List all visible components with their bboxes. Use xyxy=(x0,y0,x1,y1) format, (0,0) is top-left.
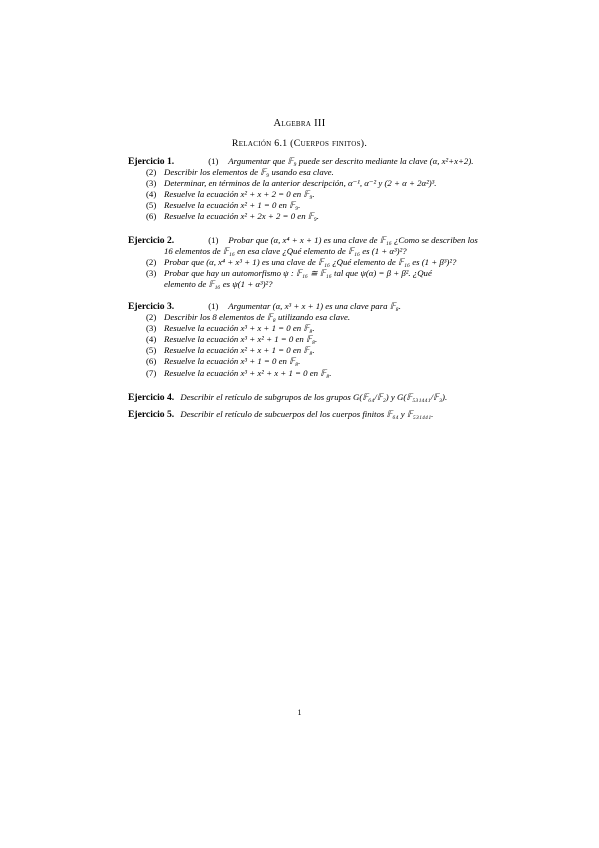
item-number: (1) xyxy=(208,235,219,245)
item-number: (2) xyxy=(146,257,157,268)
item-number: (4) xyxy=(146,334,157,345)
exercise-1-item-6 xyxy=(128,211,533,222)
item-text: Probar que hay un automorfismo ψ : 𝔽₁₆ ≅ 𝔽₁₆ tal que ψ(α) = β + β². ¿Qué xyxy=(164,268,432,279)
item-number: (3) xyxy=(146,323,157,334)
exercise-3-item-3 xyxy=(128,323,533,334)
exercise-label: Ejercicio 3. xyxy=(128,301,175,312)
exercise-2 xyxy=(128,235,533,290)
item-text: Resuelve la ecuación x³ + x² + 1 = 0 en 𝔽₈. xyxy=(164,334,318,345)
item-text: Resuelve la ecuación x² + 2x + 2 = 0 en 𝔽₉. xyxy=(164,211,319,222)
item-text: Probar que (α, x⁴ + x + 1) es una clave de 𝔽₁₆ ¿Como se describen los xyxy=(228,235,478,245)
exercise-3-item-6 xyxy=(128,356,533,367)
exercise-5-text: Describir el retículo de subcuerpos del los cuerpos finitos 𝔽₆₄ y 𝔽₅₃₁₄₄₁. xyxy=(180,409,434,419)
exercise-2-item-1 xyxy=(128,235,533,246)
exercise-3-item-7 xyxy=(128,368,533,379)
exercise-5 xyxy=(128,409,548,420)
item-text: Argumentar que 𝔽₉ puede ser descrito mediante la clave (α, x²+x+2). xyxy=(228,156,474,166)
item-number: (6) xyxy=(146,211,157,222)
exercise-1-item-3 xyxy=(128,178,533,189)
item-number: (3) xyxy=(146,178,157,189)
item-text: Resuelve la ecuación x³ + 1 = 0 en 𝔽₈. xyxy=(164,356,301,367)
exercise-1-item-1 xyxy=(128,156,533,167)
item-number: (5) xyxy=(146,200,157,211)
exercise-label: Ejercicio 4. xyxy=(128,392,175,403)
item-text: Resuelve la ecuación x² + x + 1 = 0 en 𝔽₈. xyxy=(164,345,315,356)
item-number: (6) xyxy=(146,356,157,367)
exercise-3-item-4 xyxy=(128,334,533,345)
exercise-1-item-4 xyxy=(128,189,533,200)
course-title: Algebra III xyxy=(273,118,326,129)
exercise-2-item-3 xyxy=(128,268,533,279)
item-number: (1) xyxy=(208,156,219,166)
item-text: Describir los elementos de 𝔽₉ usando esa clave. xyxy=(164,167,334,178)
exercise-2-item-2 xyxy=(128,257,533,268)
exercise-3-item-1 xyxy=(128,301,533,312)
exercise-4-text: Describir el retículo de subgrupos de los grupos G(𝔽₆₄/𝔽₂) y G(𝔽₅₃₁₄₄₁/𝔽₃). xyxy=(180,392,448,402)
item-text: Argumentar (α, x³ + x + 1) es una clave para 𝔽₈. xyxy=(228,301,401,311)
exercise-1 xyxy=(128,156,533,223)
item-text: Describir los 8 elementos de 𝔽₈ utilizando esa clave. xyxy=(164,312,351,323)
exercise-2-item-1-cont: 16 elementos de 𝔽₁₆ en esa clave ¿Qué elemento de 𝔽₁₆ es (1 + α³)²? xyxy=(164,246,407,257)
page-number: 1 xyxy=(297,708,302,717)
exercise-1-item-2 xyxy=(128,167,533,178)
relation-title: Relación 6.1 (Cuerpos finitos). xyxy=(231,138,368,149)
exercise-label: Ejercicio 2. xyxy=(128,235,175,246)
item-text: Resuelve la ecuación x³ + x + 1 = 0 en 𝔽₈. xyxy=(164,323,315,334)
item-number: (7) xyxy=(146,367,157,378)
exercise-1-item-5 xyxy=(128,200,533,211)
exercise-2-item-3-cont: elemento de 𝔽₁₆ es ψ(1 + α³)²? xyxy=(164,279,273,290)
exercise-3 xyxy=(128,301,533,379)
exercise-3-item-2 xyxy=(128,312,533,323)
item-number: (3) xyxy=(146,268,157,279)
item-number: (2) xyxy=(146,167,157,178)
item-text: Probar que (α, x⁴ + x³ + 1) es una clave de 𝔽₁₆ ¿Qué elemento de 𝔽₁₆ es (1 + β³)²? xyxy=(164,257,457,268)
item-number: (2) xyxy=(146,312,157,323)
exercise-label: Ejercicio 1. xyxy=(128,156,175,167)
item-number: (4) xyxy=(146,189,157,200)
exercise-4 xyxy=(128,392,548,403)
exercise-label: Ejercicio 5. xyxy=(128,409,175,420)
item-text: Resuelve la ecuación x³ + x² + x + 1 = 0 en 𝔽₈. xyxy=(164,367,332,378)
item-text: Resuelve la ecuación x² + 1 = 0 en 𝔽₉. xyxy=(164,200,301,211)
exercise-3-item-5 xyxy=(128,345,533,356)
item-number: (5) xyxy=(146,345,157,356)
item-text: Determinar, en términos de la anterior descripción, α⁻¹, α⁻² y (2 + α + 2α²)³. xyxy=(164,178,437,189)
item-number: (1) xyxy=(208,301,219,311)
item-text: Resuelve la ecuación x² + x + 2 = 0 en 𝔽₉. xyxy=(164,189,315,200)
